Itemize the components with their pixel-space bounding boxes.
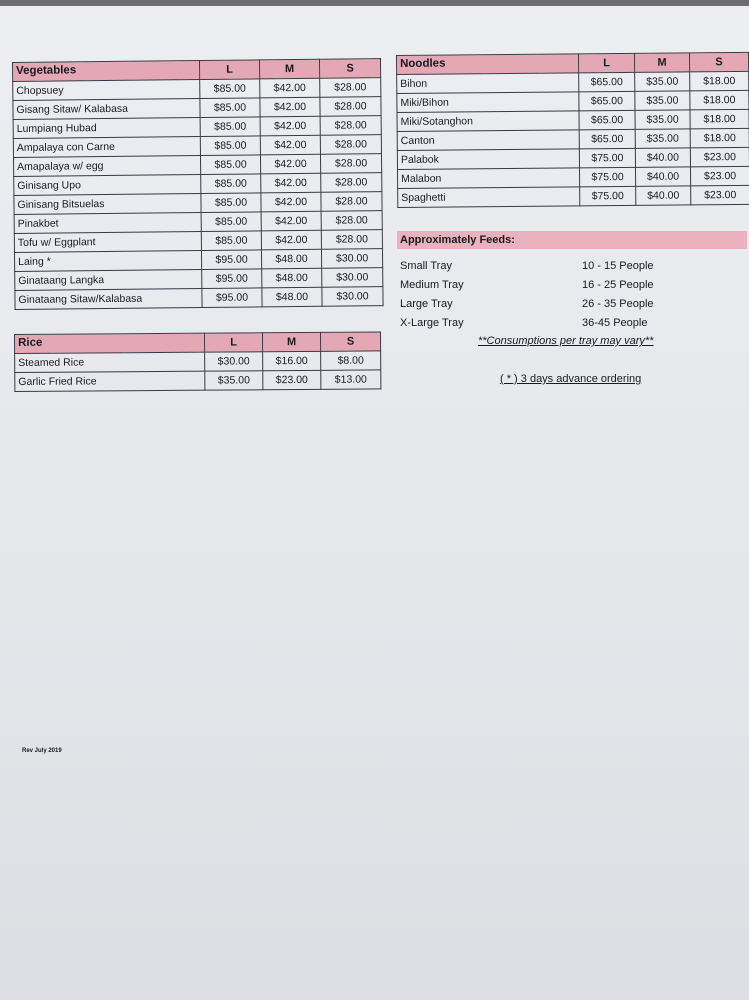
item-name: Pinakbet: [14, 213, 201, 234]
item-name: Laing *: [14, 251, 201, 272]
price-small: $28.00: [320, 78, 381, 98]
price-large: $85.00: [200, 98, 260, 118]
vegetables-table: [12, 58, 384, 310]
price-small: $30.00: [322, 268, 383, 288]
item-name: Chopsuey: [13, 80, 200, 101]
item-name: Steamed Rice: [15, 352, 205, 372]
tray-size-label: X-Large Tray: [400, 317, 464, 329]
price-small: $30.00: [322, 287, 383, 307]
menu-item-row: [15, 370, 381, 392]
price-medium: $16.00: [263, 351, 321, 370]
price-medium: $48.00: [261, 249, 321, 269]
item-name: Garlic Fried Rice: [15, 371, 205, 391]
price-medium: $42.00: [261, 230, 321, 250]
tray-size-label: Small Tray: [400, 260, 452, 272]
price-small: $8.00: [321, 351, 381, 370]
revision-date: Rev July 2019: [22, 748, 62, 754]
item-name: Bihon: [397, 73, 579, 94]
price-medium: $48.00: [262, 287, 322, 307]
item-name: Canton: [397, 130, 579, 151]
size-large-header: L: [204, 333, 262, 352]
price-small: $28.00: [320, 135, 381, 155]
noodles-title: Noodles: [397, 54, 579, 75]
people-count: 26 - 35 People: [582, 298, 654, 310]
price-small: $23.00: [691, 185, 749, 205]
people-count: 16 - 25 People: [582, 279, 654, 291]
price-large: $85.00: [200, 136, 260, 156]
rice-title: Rice: [15, 333, 205, 353]
price-small: $18.00: [690, 90, 749, 110]
price-large: $85.00: [201, 193, 261, 213]
price-medium: $35.00: [635, 72, 690, 91]
size-small-header: S: [320, 332, 380, 351]
price-medium: $35.00: [635, 129, 690, 148]
consumption-note: **Consumptions per tray may vary**: [478, 335, 654, 347]
price-large: $65.00: [579, 72, 635, 91]
price-large: $85.00: [201, 174, 261, 194]
price-small: $28.00: [320, 116, 381, 136]
size-medium-header: M: [634, 53, 689, 72]
item-name: Ampalaya con Carne: [13, 137, 200, 158]
size-small-header: S: [689, 52, 748, 72]
item-name: Ginataang Langka: [15, 270, 202, 291]
item-name: Gisang Sitaw/ Kalabasa: [13, 99, 200, 120]
size-large-header: L: [578, 53, 634, 72]
item-name: Palabok: [397, 149, 579, 170]
price-medium: $42.00: [260, 154, 320, 174]
price-medium: $42.00: [261, 211, 321, 231]
rice-header-row: [15, 332, 381, 354]
item-name: Ginataang Sitaw/Kalabasa: [15, 289, 202, 310]
people-count: 10 - 15 People: [582, 260, 654, 272]
item-name: Ginisang Upo: [14, 175, 201, 196]
item-name: Miki/Sotanghon: [397, 111, 579, 132]
price-large: $85.00: [200, 117, 260, 137]
item-name: Malabon: [397, 168, 579, 189]
size-medium-header: M: [262, 332, 320, 351]
item-name: Lumpiang Hubad: [13, 118, 200, 139]
price-small: $28.00: [321, 173, 382, 193]
feeds-title: Approximately Feeds:: [397, 231, 747, 249]
price-medium: $35.00: [635, 91, 690, 110]
price-large: $95.00: [202, 288, 262, 308]
advance-order-note: ( * ) 3 days advance ordering: [500, 373, 642, 385]
price-small: $18.00: [690, 71, 749, 91]
price-medium: $35.00: [635, 110, 690, 129]
price-small: $28.00: [321, 192, 382, 212]
price-small: $28.00: [320, 97, 381, 117]
price-large: $85.00: [201, 231, 261, 251]
price-medium: $40.00: [635, 167, 690, 186]
price-large: $75.00: [579, 148, 635, 167]
price-large: $85.00: [201, 212, 261, 232]
price-large: $95.00: [202, 269, 262, 289]
item-name: Ginisang Bitsuelas: [14, 194, 201, 215]
price-small: $30.00: [321, 249, 382, 269]
people-count: 36-45 People: [582, 317, 648, 329]
price-medium: $48.00: [262, 268, 322, 288]
price-small: $18.00: [690, 128, 749, 148]
size-medium-header: M: [259, 59, 319, 79]
price-medium: $42.00: [261, 173, 321, 193]
menu-item-row: [15, 351, 381, 373]
item-name: Amapalaya w/ egg: [14, 156, 201, 177]
tray-size-label: Large Tray: [400, 298, 453, 310]
price-large: $75.00: [579, 167, 635, 186]
price-large: $65.00: [579, 91, 635, 110]
price-small: $23.00: [690, 147, 749, 167]
menu-item-row: [398, 185, 749, 207]
price-small: $28.00: [321, 211, 382, 231]
price-large: $65.00: [579, 129, 635, 148]
vegetables-title: Vegetables: [13, 61, 200, 82]
rice-table: [14, 331, 381, 392]
price-small: $28.00: [320, 154, 381, 174]
price-medium: $42.00: [261, 192, 321, 212]
price-small: $23.00: [690, 166, 749, 186]
menu-item-row: [15, 287, 383, 310]
price-medium: $42.00: [260, 97, 320, 117]
price-medium: $42.00: [260, 116, 320, 136]
size-small-header: S: [319, 59, 380, 79]
price-large: $35.00: [205, 371, 263, 390]
noodles-table: [396, 52, 749, 208]
price-small: $13.00: [321, 370, 381, 389]
size-large-header: L: [199, 60, 259, 80]
price-large: $65.00: [579, 110, 635, 129]
price-medium: $42.00: [260, 135, 320, 155]
price-large: $75.00: [580, 186, 636, 205]
price-large: $30.00: [205, 352, 263, 371]
price-medium: $42.00: [260, 78, 320, 98]
price-large: $95.00: [201, 250, 261, 270]
tray-size-label: Medium Tray: [400, 279, 464, 291]
price-small: $18.00: [690, 109, 749, 129]
price-medium: $23.00: [263, 370, 321, 389]
price-large: $85.00: [200, 155, 260, 175]
price-medium: $40.00: [636, 186, 691, 205]
price-small: $28.00: [321, 230, 382, 250]
item-name: Miki/Bihon: [397, 92, 579, 113]
item-name: Spaghetti: [398, 187, 580, 208]
price-large: $85.00: [200, 79, 260, 99]
price-medium: $40.00: [635, 148, 690, 167]
item-name: Tofu w/ Eggplant: [14, 232, 201, 253]
